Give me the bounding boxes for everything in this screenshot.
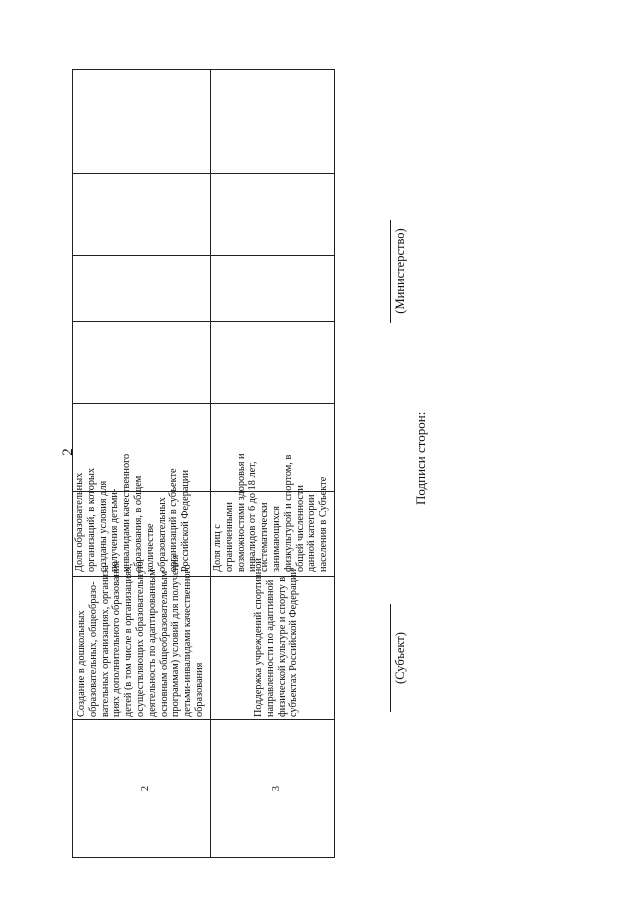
table-row [73, 70, 211, 858]
measure-description-line: циях дополнительного образования [111, 560, 123, 717]
indicator-cell [211, 453, 335, 577]
measure-description-line: осуществляющих образовательную [134, 561, 146, 717]
subject-signature-label: (Субъект) [393, 632, 407, 684]
indicator-line: ограниченными [223, 502, 235, 572]
indicator-line: инвалидами качественного [121, 453, 133, 572]
indicator-line: организаций, в которых [85, 467, 97, 572]
indicator-line: созданы условия для [97, 480, 109, 572]
measure-description-cell [73, 554, 211, 720]
empty-cell [211, 70, 335, 174]
measures-table [72, 69, 335, 858]
empty-cell [211, 404, 335, 492]
indicator-line: образования, в общем [132, 475, 144, 572]
measure-description-line: программам) условий для получения [170, 554, 182, 717]
indicator-line: организаций в субъекте [168, 468, 180, 572]
indicator-line: Российской Федерации [180, 470, 192, 572]
empty-cell [211, 256, 335, 322]
empty-cell [211, 174, 335, 256]
row-number: 2 [139, 785, 151, 792]
empty-cell [73, 70, 211, 174]
empty-cell [73, 322, 211, 404]
table-row [211, 70, 335, 858]
measure-description-line: образования [193, 662, 205, 717]
indicator-line: данной категории [306, 494, 318, 572]
indicator-cell [73, 453, 211, 577]
measure-description-line: физической культуре и спорту в [276, 576, 288, 717]
indicator-line: количестве [144, 523, 156, 572]
indicator-line: Доля лиц с [212, 524, 223, 572]
page-number: 2 [60, 448, 76, 456]
indicator-line: населения в Субъекте [318, 476, 330, 572]
measure-description-line: направленности по адаптивной [264, 579, 276, 717]
measure-description-line: субъектах Российской Федерации [288, 568, 300, 717]
measure-description-line: образовательных, общеобразо- [87, 581, 99, 717]
measure-description-line: Поддержка учреждений спортивной [253, 558, 264, 717]
subject-signature-line [390, 604, 391, 712]
signatures-title: Подписи сторон: [413, 411, 428, 505]
indicator-line: образовательных [156, 497, 168, 572]
indicator-line: общей численности [294, 485, 306, 572]
ministry-signature-label: (Министерство) [393, 228, 407, 314]
measure-description-line: деятельность по адаптированным [146, 569, 158, 717]
indicator-line: занимающихся [270, 506, 282, 572]
indicator-line: возможностями здоровья и [235, 453, 247, 572]
row-number-cell [211, 720, 335, 858]
measure-description-line: вательных организациях, организа- [99, 561, 111, 717]
row-number: 3 [270, 785, 282, 792]
measure-description-line: Создание в дошкольных [76, 610, 87, 717]
indicator-line: физкультурой и спортом, в [282, 454, 294, 572]
empty-cell [211, 322, 335, 404]
indicator-line: инвалидов от 6 до 18 лет, [247, 461, 259, 572]
ministry-signature-line [390, 220, 391, 323]
row-number-cell [73, 720, 211, 858]
indicator-line: систематически [259, 502, 271, 572]
measure-description-line: детей (в том числе в организациях, [123, 563, 135, 717]
indicator-line: Доля образовательных [74, 472, 85, 572]
empty-cell [73, 174, 211, 256]
measure-description-line: детьми-инвалидами качественного [182, 564, 194, 717]
measure-description-cell [211, 558, 335, 720]
indicator-line: получения детьми- [109, 488, 121, 572]
measure-description-line: основным общеобразовательным [158, 570, 170, 717]
empty-cell [73, 256, 211, 322]
